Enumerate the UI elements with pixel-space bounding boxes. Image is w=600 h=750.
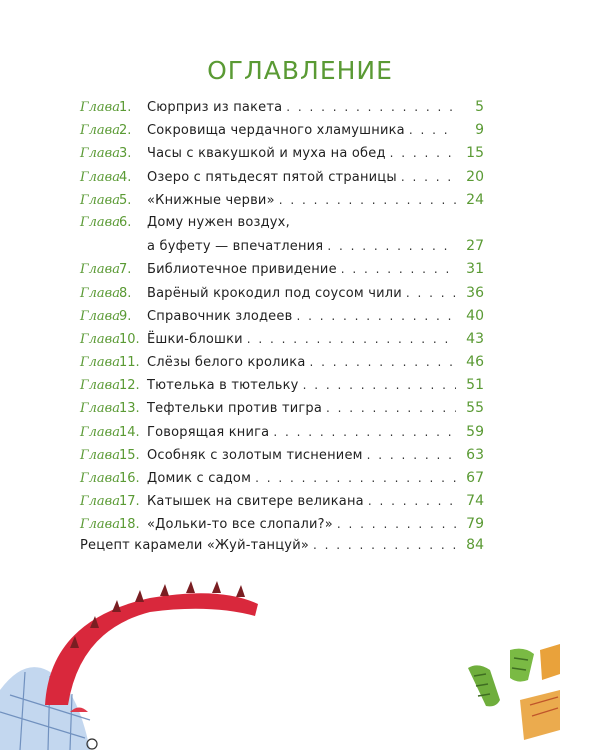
- chapter-number: 9.: [119, 308, 132, 324]
- chapter-page: 55: [466, 400, 484, 417]
- chapter-page: 67: [466, 470, 484, 486]
- chapter-word: Глава: [80, 308, 120, 324]
- chapter-word: Глава: [80, 494, 120, 510]
- chapter-title: «Дольки-то все слопали?»: [147, 517, 333, 533]
- chapter-word: Глава: [80, 123, 120, 139]
- chapter-page: 43: [466, 330, 484, 347]
- chapter-page: 63: [466, 446, 484, 463]
- chapter-title: Домик с садом: [147, 471, 252, 486]
- chapter-page: 79: [466, 516, 484, 533]
- checkered-cloth-illustration: [0, 667, 97, 750]
- chapter-word: Глава: [80, 169, 120, 185]
- chapter-page: 24: [466, 191, 484, 208]
- chapter-title: «Книжные черви»: [147, 192, 275, 208]
- chapter-page: 36: [466, 284, 484, 301]
- chapter-number: 18.: [119, 517, 140, 533]
- chapter-word: Глава: [80, 355, 120, 371]
- chapter-page: 31: [466, 261, 484, 278]
- chapter-word: Глава: [80, 146, 120, 162]
- chapter-number: 3.: [119, 146, 132, 162]
- chapter-title: Варёный крокодил под соусом чили: [147, 285, 402, 301]
- chapter-word: Глава: [80, 214, 120, 230]
- chapter-number: 8.: [119, 285, 132, 301]
- chapter-number: 1.: [119, 100, 132, 115]
- chapter-title: Катышек на свитере великана: [147, 494, 364, 510]
- chapter-title: Сюрприз из пакета: [147, 100, 283, 115]
- chapter-page: 20: [466, 168, 484, 185]
- chapter-page: 46: [466, 354, 484, 371]
- chapter-page: 9: [475, 122, 484, 139]
- chapter-word: Глава: [80, 331, 120, 347]
- chapter-number: 2.: [119, 123, 132, 139]
- chapter-word: Глава: [80, 192, 120, 208]
- chapter-word: Глава: [80, 424, 120, 440]
- chapter-page: 51: [466, 377, 484, 394]
- chapter-word: Глава: [80, 447, 120, 463]
- chapter-title: Ёшки-блошки: [147, 331, 243, 347]
- chapter-title: Справочник злодеев: [147, 308, 293, 324]
- chapter-page: 15: [466, 145, 484, 162]
- chapter-number: 13.: [119, 401, 140, 417]
- chapter-number: 4.: [119, 169, 132, 185]
- chapter-number: 12.: [119, 378, 140, 394]
- chapter-title: Слёзы белого кролика: [147, 355, 306, 371]
- chapter-title: а буфету — впечатления: [147, 239, 324, 255]
- chapter-page: 59: [466, 423, 484, 440]
- chapter-page: 5: [475, 99, 484, 115]
- chapter-title: Дому нужен воздух,: [147, 214, 290, 230]
- chapter-number: 17.: [119, 494, 140, 510]
- chapter-word: Глава: [80, 285, 120, 301]
- socks-illustration: [468, 644, 560, 740]
- chapter-page: 40: [466, 307, 484, 324]
- chapter-page: 27: [466, 238, 484, 255]
- chapter-word: Глава: [80, 401, 120, 417]
- chapter-title: Озеро с пятьдесят пятой страницы: [147, 169, 397, 185]
- page-title: ОГЛАВЛЕНИЕ: [207, 56, 393, 85]
- chapter-word: Глава: [80, 100, 120, 115]
- chapter-title: Особняк с золотым тиснением: [147, 447, 363, 463]
- chapter-number: 16.: [119, 471, 140, 486]
- chapter-number: 10.: [119, 331, 140, 347]
- chapter-word: Глава: [80, 517, 120, 533]
- chapter-word: Глава: [80, 471, 120, 486]
- chapter-title: Сокровища чердачного хламушника: [147, 123, 405, 139]
- chapter-title: Тютелька в тютельку: [147, 378, 299, 394]
- chapter-word: Глава: [80, 378, 120, 394]
- chapter-word: Глава: [80, 262, 120, 278]
- chapter-number: 7.: [119, 262, 132, 278]
- chapter-title: Библиотечное привидение: [147, 262, 337, 278]
- chapter-title: Говорящая книга: [147, 424, 270, 440]
- chapter-page: 74: [466, 493, 484, 510]
- red-spiked-arc-illustration: [45, 581, 258, 705]
- chapter-number: 11.: [119, 355, 140, 371]
- chapter-number: 14.: [119, 424, 140, 440]
- chapter-number: 15.: [119, 447, 140, 463]
- chapter-title: Часы с квакушкой и муха на обед: [147, 146, 386, 162]
- chapter-number: 6.: [119, 214, 132, 230]
- chapter-number: 5.: [119, 192, 132, 208]
- recipe-page: 84: [466, 537, 484, 553]
- chapter-title: Тефтельки против тигра: [147, 401, 323, 417]
- recipe-title: Рецепт карамели «Жуй-танцуй»: [80, 538, 309, 553]
